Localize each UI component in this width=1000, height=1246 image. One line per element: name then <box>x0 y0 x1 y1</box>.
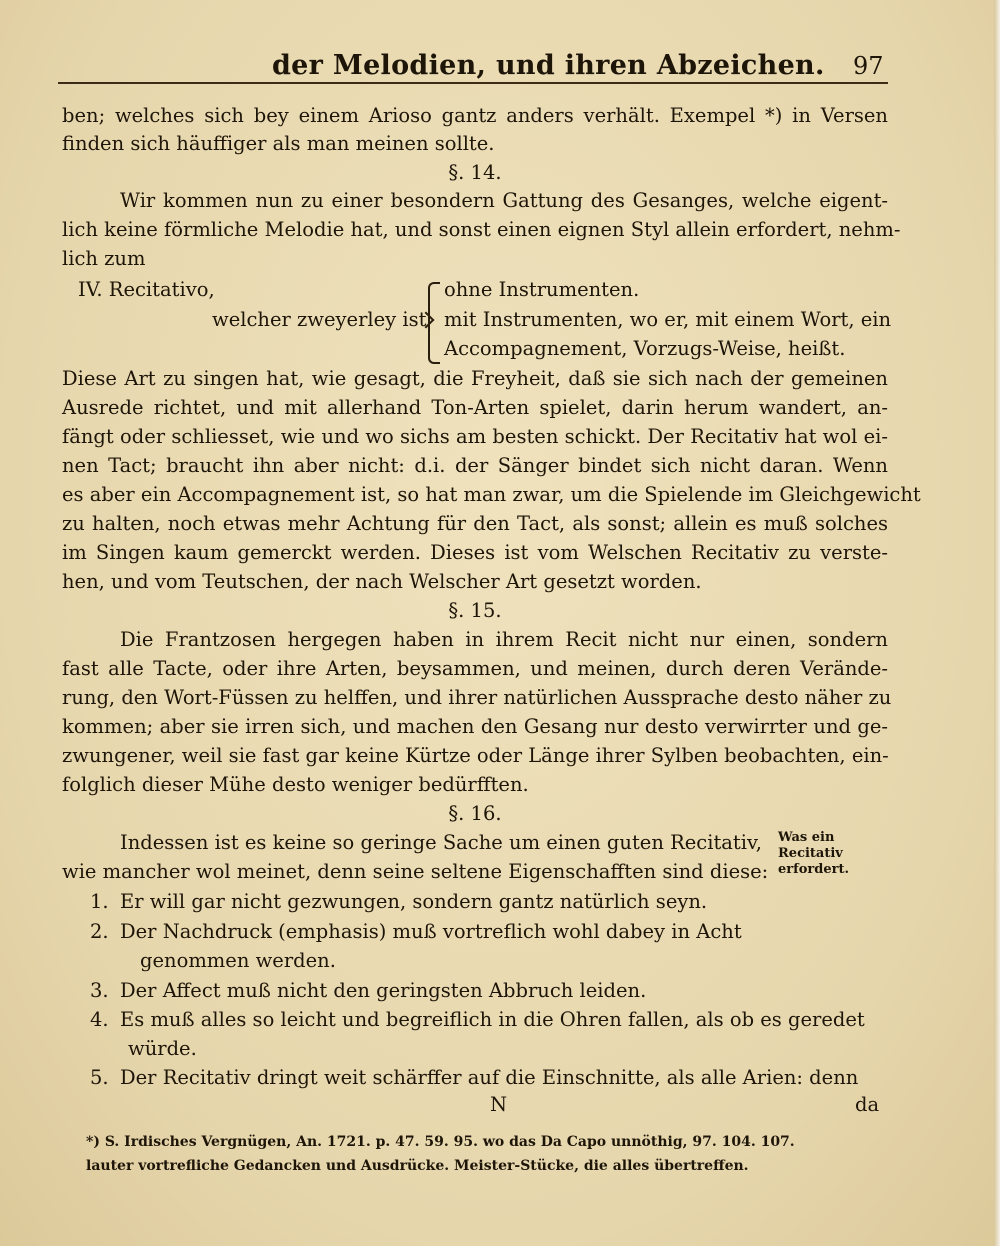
text-line: ben; welches sich bey einem Arioso gantz anders verhält. Exempel *) in Versen <box>62 104 888 127</box>
text-line: fast alle Tacte, oder ihre Arten, beysammen, und meinen, durch deren Verände- <box>62 657 888 680</box>
text-line: zwungener, weil sie fast gar keine Kürtze oder Länge ihrer Sylben beobachten, ein- <box>62 744 889 767</box>
text-line: Die Frantzosen hergegen haben in ihrem Recit nicht nur einen, sondern <box>120 628 888 651</box>
margin-note: Was ein Recitativ erfordert. <box>778 830 849 877</box>
page-number: 97 <box>853 52 884 80</box>
list-text: Er will gar nicht gezwungen, sondern gantz natürlich seyn. <box>120 890 708 913</box>
list-item <box>90 918 790 946</box>
text-line: wie mancher wol meinet, denn seine seltene Eigenschafften sind diese: <box>62 860 769 883</box>
text-line: es aber ein Accompagnement ist, so hat man zwar, um die Spielende im Gleichgewicht <box>62 483 921 506</box>
text-line: rung, den Wort-Füssen zu helffen, und ihrer natürlichen Aussprache desto näher zu <box>62 686 892 709</box>
list-number: 2. <box>90 920 109 943</box>
recitativo-label: IV. Recitativo, <box>78 278 215 301</box>
running-head: der Melodien, und ihren Abzeichen. <box>272 50 825 81</box>
text-line: Ausrede richtet, und mit allerhand Ton-Arten spielet, darin herum wandert, an- <box>62 396 888 419</box>
catchword: da <box>855 1093 880 1116</box>
list-item <box>90 1006 888 1034</box>
list-text-continued: würde. <box>128 1037 197 1060</box>
list-text: Es muß alles so leicht und begreiflich in die Ohren fallen, als ob es geredet <box>120 1008 865 1031</box>
text-line: lich keine förmliche Melodie hat, und sonst einen eignen Styl allein erfordert, nehm- <box>62 218 901 241</box>
section-heading: §. 16. <box>448 802 502 825</box>
list-text: Der Recitativ dringt weit schärffer auf die Einschnitte, als alle Arien: denn <box>120 1066 859 1089</box>
text-line: nen Tact; braucht ihn aber nicht: d.i. der Sänger bindet sich nicht daran. Wenn <box>62 454 888 477</box>
recitativo-option: Accompagnement, Vorzugs-Weise, heißt. <box>444 337 846 360</box>
signature-mark: N <box>490 1093 508 1116</box>
list-number: 1. <box>90 890 109 913</box>
list-text-continued: genommen werden. <box>140 949 336 972</box>
footnote-line: lauter vortrefliche Gedancken und Ausdrücke. Meister-Stücke, die alles übertreffen. <box>86 1158 749 1174</box>
header-rule <box>58 82 888 84</box>
section-heading: §. 14. <box>448 161 502 184</box>
recitativo-sublabel: welcher zweyerley ist <box>212 308 427 331</box>
text-line: folglich dieser Mühe desto weniger bedürfften. <box>62 773 529 796</box>
list-number: 3. <box>90 979 109 1002</box>
text-line: kommen; aber sie irren sich, und machen den Gesang nur desto verwirrter und ge- <box>62 715 888 738</box>
footnote-line: *) S. Irdisches Vergnügen, An. 1721. p. 47. 59. 95. wo das Da Capo unnöthig, 97. 104. 107. <box>86 1134 795 1150</box>
recitativo-option: mit Instrumenten, wo er, mit einem Wort, ein <box>444 308 892 331</box>
text-line: lich zum <box>62 247 146 270</box>
text-line: zu halten, noch etwas mehr Achtung für den Tact, als sonst; allein es muß solches <box>62 512 888 535</box>
list-item <box>90 977 790 1005</box>
text-line: fängt oder schliesset, wie und wo sichs am besten schickt. Der Recitativ hat wol ei- <box>62 425 888 448</box>
text-line: Indessen ist es keine so geringe Sache um einen guten Recitativ, <box>120 831 762 854</box>
text-line: finden sich häuffiger als man meinen sollte. <box>62 132 495 155</box>
list-item <box>90 1064 888 1092</box>
text-line: Wir kommen nun zu einer besondern Gattung des Gesanges, welche eigent- <box>120 189 888 212</box>
list-text: Der Affect muß nicht den geringsten Abbruch leiden. <box>120 979 647 1002</box>
page-edge <box>994 0 1000 1246</box>
page-header <box>0 46 1000 86</box>
text-line: im Singen kaum gemerckt werden. Dieses ist vom Welschen Recitativ zu verste- <box>62 541 888 564</box>
list-number: 4. <box>90 1008 109 1031</box>
list-text: Der Nachdruck (emphasis) muß vortreflich wohl dabey in Acht <box>120 920 742 943</box>
section-heading: §. 15. <box>448 599 502 622</box>
recitativo-option: ohne Instrumenten. <box>444 278 640 301</box>
list-number: 5. <box>90 1066 109 1089</box>
text-line: Diese Art zu singen hat, wie gesagt, die Freyheit, daß sie sich nach der gemeinen <box>62 367 888 390</box>
list-item <box>90 888 790 916</box>
text-line: hen, und vom Teutschen, der nach Welscher Art gesetzt worden. <box>62 570 702 593</box>
